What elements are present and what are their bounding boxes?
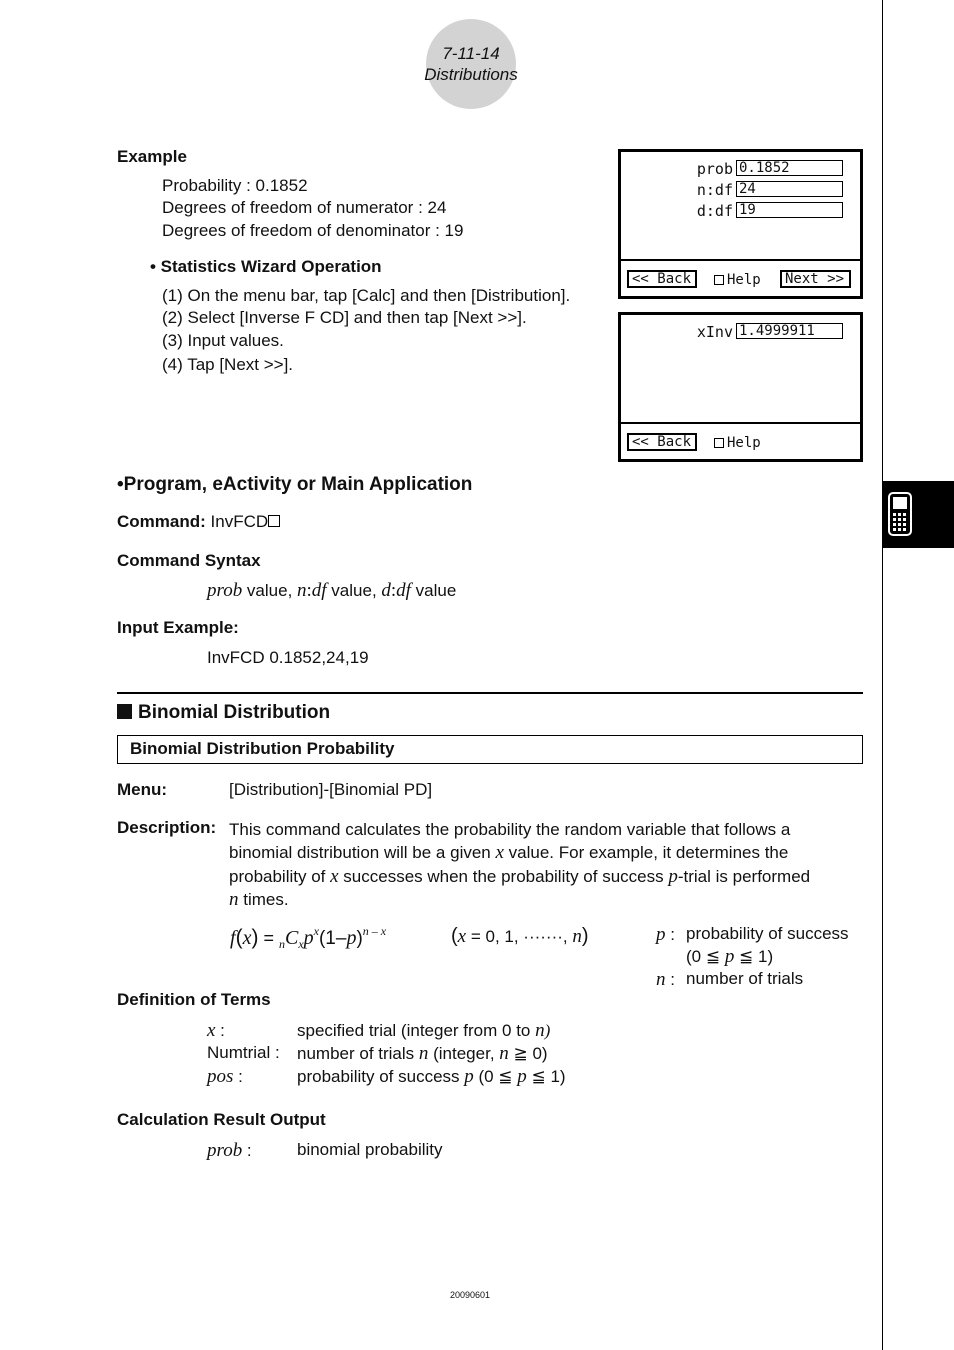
page-number: 7-11-14 <box>442 44 500 63</box>
wizard-step-1: (1) On the menu bar, tap [Calc] and then [Distribution]. <box>162 286 571 305</box>
subsection-box <box>117 735 863 764</box>
wizard-heading: • Statistics Wizard Operation <box>150 257 382 276</box>
field-label-xinv: xInv <box>696 323 733 341</box>
help-label: Help <box>727 272 761 288</box>
xinv-output: 1.4999911 <box>736 323 843 339</box>
binomial-formula: $f(x) = _nC_xp^x(1-p)^{n - x}$ <box>230 924 387 951</box>
term-x-desc: specified trial (integer from 0 to n) <box>297 1020 551 1041</box>
footer-code: 20090601 <box>449 1290 491 1300</box>
margin-rule <box>882 0 883 1350</box>
screen-divider <box>621 259 860 261</box>
term-numtrial-desc: number of trials n (integer, n ≧ 0) <box>297 1043 548 1064</box>
example-line-1: Probability : 0.1852 <box>162 176 308 195</box>
section-rule <box>117 692 863 694</box>
command-value: InvFCD <box>210 512 269 531</box>
next-button[interactable]: Next >> <box>780 270 851 288</box>
output-heading: Calculation Result Output <box>117 1110 326 1129</box>
syntax-line: prob value, n:df value, d:df value <box>207 580 457 601</box>
wizard-step-3: (3) Input values. <box>162 331 284 350</box>
calculator-screen-input <box>618 149 863 299</box>
example-line-2: Degrees of freedom of numerator : 24 <box>162 198 447 217</box>
output-desc: binomial probability <box>297 1140 443 1159</box>
menu-value: [Distribution]-[Binomial PD] <box>229 780 433 799</box>
help-label: Help <box>727 435 761 451</box>
ddf-input[interactable]: 19 <box>736 202 843 218</box>
screen-divider <box>621 422 860 424</box>
calculator-screen-result <box>618 312 863 462</box>
legend-p-text: probability of success <box>686 924 849 943</box>
legend-n-symbol: n : <box>656 969 675 990</box>
chapter-title: Distributions <box>424 65 518 84</box>
term-pos-name: pos : <box>207 1066 243 1087</box>
back-button[interactable]: << Back <box>627 433 697 451</box>
formula-domain: (x = 0, 1, ·······, n) <box>451 925 589 947</box>
calculator-icon <box>882 481 954 548</box>
square-bullet-icon <box>117 704 132 719</box>
prob-input[interactable]: 0.1852 <box>736 160 843 176</box>
placeholder-box-icon <box>268 515 280 527</box>
example-line-3: Degrees of freedom of denominator : 19 <box>162 221 464 240</box>
wizard-step-4: (4) Tap [Next >>]. <box>162 355 294 374</box>
syntax-heading: Command Syntax <box>117 551 261 570</box>
terms-heading: Definition of Terms <box>117 990 271 1009</box>
menu-label: Menu: <box>117 780 168 799</box>
input-example-heading: Input Example: <box>117 618 239 637</box>
description-text: This command calculates the probability the random variable that follows a binomial distribution will be a given x value. For example, it determines the probability of x successes when the probability of success p-trial is performed n times. <box>229 820 811 910</box>
input-example-value: InvFCD 0.1852,24,19 <box>207 648 369 667</box>
legend-p-range: (0 ≦ p ≦ 1) <box>686 946 774 967</box>
program-heading: •Program, eActivity or Main Application <box>117 474 473 495</box>
header-badge <box>426 19 516 109</box>
description-label: Description: <box>117 818 217 837</box>
field-label-ndf: n:df <box>696 181 733 199</box>
example-heading: Example <box>117 147 187 166</box>
checkbox-icon <box>714 275 724 285</box>
legend-n-text: number of trials <box>686 969 804 988</box>
back-button[interactable]: << Back <box>627 270 697 288</box>
help-checkbox[interactable] <box>714 272 761 288</box>
section-title: Binomial Distribution <box>117 702 330 724</box>
term-numtrial-name: Numtrial : <box>207 1043 280 1062</box>
output-name: prob : <box>207 1140 252 1161</box>
checkbox-icon <box>714 438 724 448</box>
term-pos-desc: probability of success p (0 ≦ p ≦ 1) <box>297 1066 566 1087</box>
legend-p-symbol: p : <box>656 924 675 945</box>
field-label-prob: prob <box>696 160 733 178</box>
field-label-ddf: d:df <box>696 202 733 220</box>
wizard-step-2: (2) Select [Inverse F CD] and then tap [Next >>]. <box>162 308 527 327</box>
term-x-name: x : <box>207 1020 225 1041</box>
subsection-title: Binomial Distribution Probability <box>130 739 395 758</box>
command-label: Command: <box>117 512 206 531</box>
help-checkbox[interactable] <box>714 435 761 451</box>
command-line <box>117 512 280 532</box>
ndf-input[interactable]: 24 <box>736 181 843 197</box>
chapter-tab <box>882 481 954 548</box>
